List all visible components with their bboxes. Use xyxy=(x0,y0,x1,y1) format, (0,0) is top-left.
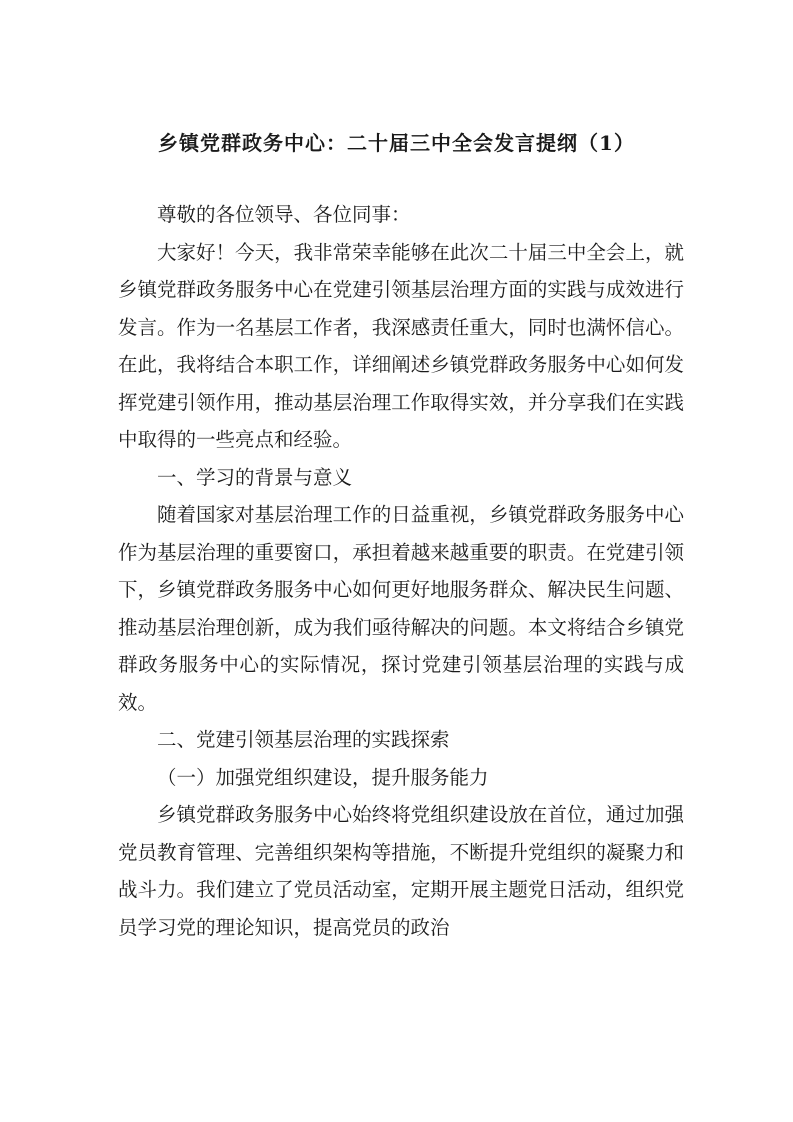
section-heading: 一、学习的背景与意义 xyxy=(157,465,353,489)
document-title: 乡镇党群政务中心：二十届三中全会发言提纲（1） xyxy=(158,131,635,155)
section-heading: 二、党建引领基层治理的实践探索 xyxy=(157,728,450,751)
subsection-heading: （一）加强党组织建设，提升服务能力 xyxy=(157,765,489,789)
body-paragraph: 随着国家对基层治理工作的日益重视，乡镇党群政务服务中心作为基层治理的重要窗口，承担着越来越重要的职责。在党建引领下，乡镇党群政务服务中心如何更好地服务群众、解决民生问题、推动基层治理创新，成为我们亟待解决的问题。本文将结合乡镇党群政务服务中心的实际情况，探讨党建引领基层治理的实践与成效。 xyxy=(118,503,684,714)
document-body xyxy=(118,196,684,946)
salutation-paragraph: 尊敬的各位领导、各位同事： xyxy=(157,203,411,226)
body-paragraph: 乡镇党群政务服务中心始终将党组织建设放在首位，通过加强党员教育管理、完善组织架构等措施，不断提升党组织的凝聚力和战斗力。我们建立了党员活动室，定期开展主题党日活动，组织党员学习党的理论知识，提高党员的政治 xyxy=(118,803,684,939)
body-paragraph: 大家好！今天，我非常荣幸能够在此次二十届三中全会上，就乡镇党群政务服务中心在党建引领基层治理方面的实践与成效进行发言。作为一名基层工作者，我深感责任重大，同时也满怀信心。在此，我将结合本职工作，详细阐述乡镇党群政务服务中心如何发挥党建引领作用，推动基层治理工作取得实效，并分享我们在实践中取得的一些亮点和经验。 xyxy=(118,240,684,451)
